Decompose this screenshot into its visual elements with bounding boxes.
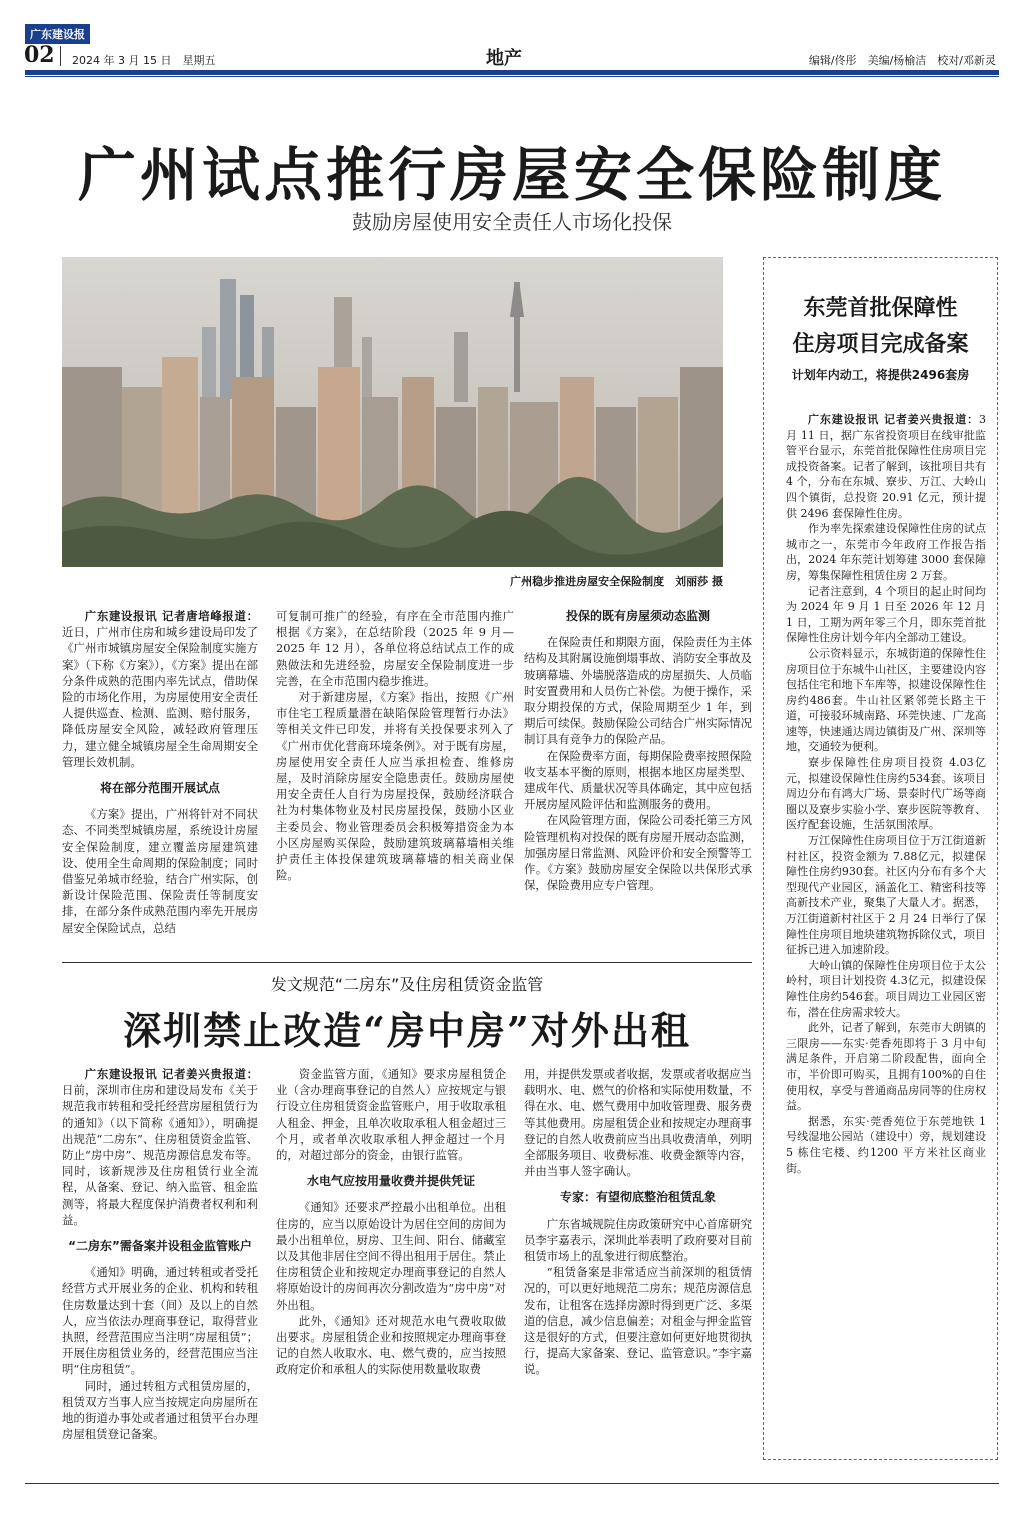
subheading: 将在部分范围开展试点	[99, 781, 220, 796]
subheading: “二房东”需备案并设租金监管账户	[68, 1239, 252, 1254]
side-story-body	[786, 412, 986, 1176]
paragraph: 在风险管理方面，保险公司委托第三方风险管理机构对投保的既有房屋开展动态监测，加强房屋日常监测、风险评价和安全预警等工作。《方案》鼓励房屋安全保险以共保形式承保，保险费用应专户管理。	[524, 813, 752, 893]
side-headline-line-2: 住房项目完成备案	[792, 331, 969, 357]
paragraph: 对于新建房屋，《方案》指出，按照《广州市住宅工程质量潜在缺陷保险管理暂行办法》等相关文件已印发，并将有关投保要求列入了《广州市优化营商环境条例》。对于既有房屋，房屋使用安全责任人应当承担检查、维修房屋，及时消除房屋安全隐患责任。鼓励房屋使用安全责任人自行为房屋投保，鼓励经济联合社为村集体物业及村民房屋投保，鼓励小区业主委员会、物业管理委员会积极筹措资金为本小区房屋购买保险，鼓励建筑玻璃幕墙相关维护责任主体投保建筑玻璃幕墙的相关商业保险。	[276, 690, 514, 883]
paper-name-tag: 广东建设报	[25, 24, 90, 44]
subheading: 水电气应按用量收费并提供凭证	[306, 1174, 475, 1189]
masthead-rule-thin	[25, 76, 999, 77]
paragraph: 公示资料显示，东城街道的保障性住房项目位于东城牛山社区，主要建设内容包括住宅和地下车库等，拟建设保障性住房约486套。牛山社区紧邻莞长路主干道，可接驳环城南路、环莞快速、广龙高速等，快速通达周边镇街及广州、深圳等地，交通较为便利。	[786, 646, 986, 754]
second-story-column-3	[524, 1066, 752, 1378]
second-story-headline: 深圳禁止改造“房中房”对外出租	[123, 1008, 691, 1053]
paragraph: 作为率先探索建设保障性住房的试点城市之一，东莞市今年政府工作报告指出，2024 年东莞计划筹建 3000 套保障房，筹集保障性租赁住房 2 万套。	[786, 522, 986, 582]
subheading: 投保的既有房屋须动态监测	[565, 609, 710, 623]
paragraph: 《方案》提出，广州将针对不同状态、不同类型城镇房屋，系统设计房屋安全保险制度，建立覆盖房屋建筑建设、使用全生命周期的保险制度；同时借鉴兄弟城市经验，结合广州实际，创新设计保险范围、保险责任等制度安排，在部分条件成熟范围内率先开展房屋安全保险试点，总结	[62, 807, 258, 935]
paragraph: 此外，记者了解到，东莞市大朗镇的三限房——东实·莞香苑即将于 3 月中旬满足条件，开启第二阶段配售，面向全市，半价即可购买，且拥有100%的自住使用权，享受与普通商品房同等的住房权益。	[786, 1021, 986, 1113]
paragraph: 此外，《通知》还对规范水电气费收取做出要求。房屋租赁企业和按照规定办理商事登记的自然人收取水、电、燃气费的，应当按照政府定价和承租人的实际使用数量收取费	[276, 1313, 506, 1377]
paragraph: 广东省城规院住房政策研究中心首席研究员李宇嘉表示，深圳此举表明了政府要对目前租赁市场上的乱象进行彻底整治。	[524, 1216, 752, 1264]
paragraph: 日前，深圳市住房和建设局发布《关于规范我市转租和受托经营房屋租赁行为的通知》（以下简称《通知》），明确提出规范“二房东”、住房租赁资金监管、防止“房中房”、规范房源信息发布等。同时，该新规涉及住房租赁行业全流程，从备案、登记、纳入监管、租金监测等，将最大程度保护消费者权利和利益。	[62, 1083, 258, 1227]
paragraph: 在保险责任和期限方面，保险责任为主体结构及其附属设施倒塌事故、消防安全事故及玻璃幕墙、外墙脱落造成的房屋损失、人员临时安置费用和人员伤亡补偿。为便于操作，采取分期投保的方式，保险周期至少 1 年，到期后可续保。鼓励保险公司结合广州实际情况制订具有竞争力的保险产品。	[524, 635, 752, 747]
main-story-column-2	[276, 608, 514, 883]
paragraph: “租赁备案是非常适应当前深圳的租赁情况的，可以更好地规范二房东；规范房源信息发布，让租客在选择房源时得到更广泛、多渠道的信息，减少信息偏差；对租金与押金监管这是很好的方式，但要注意如何更好地贯彻执行，提高大家备案、登记、监管意识。”李宇嘉说。	[524, 1265, 752, 1377]
bottom-rule	[25, 1483, 999, 1484]
paragraph: 《通知》明确，通过转租或者受托经营方式开展业务的企业、机构和转租住房数量达到十套（间）及以上的自然人，应当依法办理商事登记，取得营业执照，经营范围应当注明“房屋租赁”；开展住房租赁业务的，经营范围应当注明“住房租赁”。	[62, 1265, 258, 1377]
paragraph: 同时，通过转租方式租赁房屋的，租赁双方当事人应当按规定向房屋所在地的街道办事处或者通过租赁平台办理房屋租赁登记备案。	[62, 1378, 258, 1442]
masthead-rule	[25, 70, 999, 75]
paragraph: 大岭山镇的保障性住房项目位于太公岭村，项目计划投资 4.3亿元，拟建设保障性住房约546套。项目周边工业园区密布，潜在住房需求较大。	[786, 958, 986, 1019]
main-story-column-1	[62, 608, 258, 936]
paragraph: 据悉，东实·莞香苑位于东莞地铁 1 号线湿地公园站（建设中）旁，规划建设 5 栋住宅楼、约1200 平方米社区商业街。	[786, 1114, 986, 1175]
photo-caption: 广州稳步推进房屋安全保险制度 刘丽莎 摄	[510, 575, 723, 588]
issue-date: 2024 年 3 月 15 日 星期五	[72, 54, 216, 67]
byline-lead: 广东建设报讯 记者唐培峰报道：	[84, 609, 258, 623]
second-story-column-1	[62, 1066, 258, 1442]
byline-lead: 广东建设报讯 记者姜兴贵报道：	[84, 1067, 258, 1081]
subheading: 专家：有望彻底整治租赁乱象	[559, 1190, 716, 1205]
paragraph: 近日，广州市住房和城乡建设局印发了《广州市城镇房屋安全保险制度实施方案》（下称《方案》），《方案》提出在部分条件成熟的范围内率先试点，借助保险的市场化作用，为房屋使用安全责任人提供巡查、检测、监测、赔付服务，降低房屋安全风险，减轻政府管理压力，建立健全城镇房屋全生命周期安全管理长效机制。	[62, 625, 258, 769]
story-divider	[62, 962, 752, 963]
paragraph: 可复制可推广的经验，有序在全市范围内推广根据《方案》，在总结阶段（2025 年 9 月—2025 年 12 月），各单位将总结试点工作的成熟做法和先进经验，房屋安全保险制度进一步完善，在全市范围内稳步推进。	[276, 609, 514, 688]
masthead-divider	[60, 46, 61, 66]
main-headline: 广州试点推行房屋安全保险制度	[77, 141, 946, 209]
main-subheadline: 鼓励房屋使用安全责任人市场化投保	[352, 210, 672, 234]
paragraph: 用，并提供发票或者收据，发票或者收据应当载明水、电、燃气的价格和实际使用数量，不得在水、电、燃气费用中加收管理费、服务费等其他费用。房屋租赁企业和按规定办理商事登记的自然人收费前应当出具收费清单，列明全部服务项目、收费标准、收费金额等内容，并由当事人签字确认。	[524, 1067, 752, 1179]
skyline-photo	[62, 257, 723, 567]
skyline-illustration	[62, 257, 723, 567]
paragraph: 在保险费率方面，每期保险费率按照保险收支基本平衡的原则，根据本地区房屋类型、建成年代、质量状况等具体确定，其中应包括开展房屋风险评估和监测服务的费用。	[524, 748, 752, 812]
paragraph: 资金监管方面，《通知》要求房屋租赁企业（含办理商事登记的自然人）应按规定与银行设立住房租赁资金监管账户，用于收取承租人租金、押金，且单次收取承租人租金超过三个月，或者单次收取承租人押金超过一个月的，对超过部分的资金，由银行监管。	[276, 1067, 506, 1163]
section-name: 地产	[486, 48, 522, 69]
main-story-column-3	[524, 608, 752, 893]
side-story-subheadline: 计划年内动工，将提供2496套房	[791, 368, 970, 382]
second-story-kicker: 发文规范“二房东”及住房租赁资金监管	[270, 975, 544, 994]
byline-lead: 广东建设报讯 记者姜兴贵报道：	[808, 413, 979, 426]
page-number: 02	[24, 42, 55, 68]
paragraph: 《通知》还要求严控最小出租单位。出租住房的，应当以原始设计为居住空间的房间为最小出租单位，厨房、卫生间、阳台、储藏室以及其他非居住空间不得出租用于居住。禁止住房租赁企业和按规定办理商事登记的自然人将原始设计的房间再次分割改造为“房中房”对外出租。	[276, 1200, 506, 1312]
paragraph: 万江保障性住房项目位于万江街道新村社区，投资金额为 7.88亿元，拟建保障性住房约930套。社区内分布有多个大型现代产业园区，涵盖化工、精密科技等高新技术产业，聚集了大量人才。据悉，万江街道新村社区于 2 月 24 日举行了保障性住房项目地块建筑物拆除仪式，项目征拆已进入加速阶段。	[786, 834, 986, 957]
paragraph: 寮步保障性住房项目投资 4.03亿元，拟建设保障性住房约534套。该项目周边分布有鸿大广场、景泰时代广场等商圈以及寮步实验小学、寮步医院等教育、医疗配套设施，生活氛围浓厚。	[786, 756, 986, 832]
side-headline-line-1: 东莞首批保障性	[803, 295, 958, 321]
second-story-column-2	[276, 1066, 506, 1378]
editor-credits: 编辑/佟彤 美编/杨榆洁 校对/邓新灵	[808, 54, 996, 67]
paragraph: 3 月 11 日，据广东省投资项目在线审批监管平台显示，东莞首批保障性住房项目完成投资备案。记者了解到，该批项目共有 4 个，分布在东城、寮步、万江、大岭山四个镇街，总投资 20.91 亿元，预计提供 2496 套保障性住房。	[786, 413, 986, 520]
paragraph: 记者注意到，4 个项目的起止时间均为 2024 年 9 月 1 日至 2026 年 12 月 1 日，工期为两年零三个月，即东莞首批保障性住房计划今年内全部动工建设。	[786, 584, 986, 645]
side-story-headline	[763, 290, 998, 362]
